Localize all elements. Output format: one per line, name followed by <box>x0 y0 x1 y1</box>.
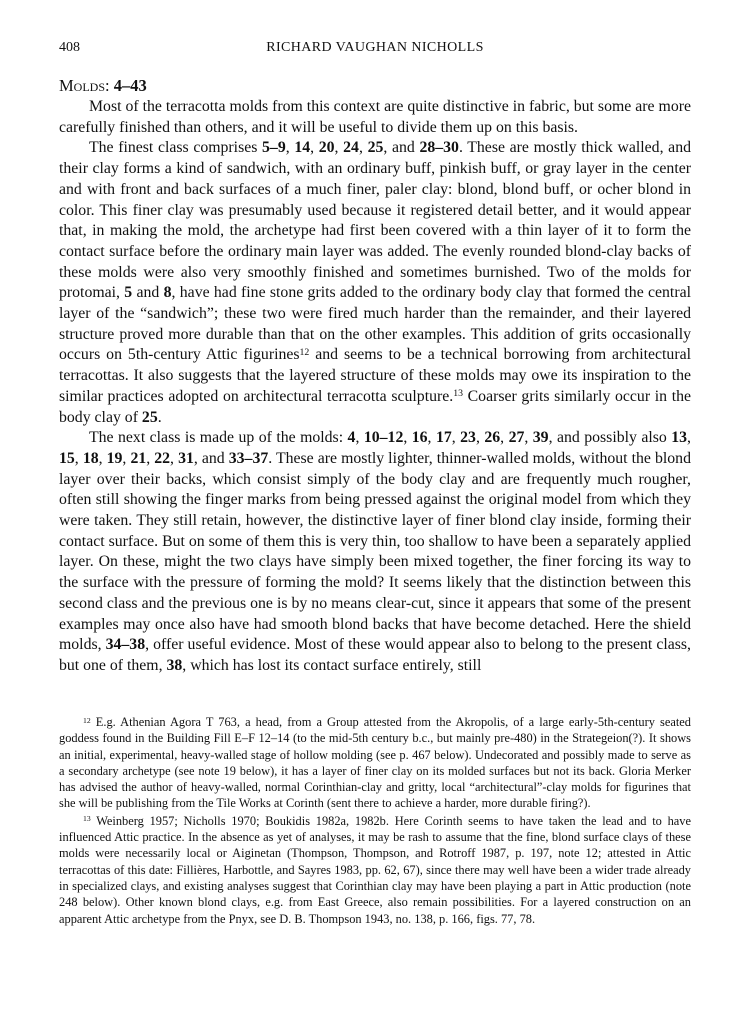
footnote <box>59 813 691 927</box>
text-run: , <box>285 139 295 157</box>
mold-number-ref: 19 <box>106 449 123 467</box>
mold-number-ref: 33–37 <box>228 449 269 467</box>
text-run: , and <box>193 449 229 467</box>
text-run: E.g. Athenian Agora T 763, a head, from a Group attested from the Akropolis, of a large early-5th-century seated goddess found in the Building Fill E–F 12–14 (to the mid-5th century b.c., but mainly pre-480) in the Strategeion(?). It shows an initial, experimental, heavy-walled stage of hollow molding (see p. 467 below). Undecorated and possibly made to serve as a secondary archetype (see note 19 below), it has a layer of finer clay on its molded surfaces but not its back. Gloria Merker has advised the author of heavy-walled, normal Corinthian-clay and gritty, local “architectural”-clay molds for figurines that she will be publishing from the Tile Works at Corinth (sent there to achieve a harder, more durable firing?). <box>59 715 691 811</box>
mold-number-ref: 16 <box>411 429 428 447</box>
text-run: , and <box>383 139 420 157</box>
text-run: , <box>687 429 691 447</box>
text-run: , <box>122 449 131 467</box>
text-run: , <box>500 429 509 447</box>
text-run: . These are mostly lighter, thinner-walled molds, without the blond layer over their backs, which consist simply of the body clay and are frequently much rougher, often still showing the finger marks from being pressed against the original model from which they were taken. They still retain, however, the distinctive layer of finer blond clay inside, forming their contact surface. But on some of them this is very thin, too shallow to have been a separately applied layer. On these, might the two clays have simply been mixed together, the finer forcing its way to the surface with the pressure of forming the mold? It seems likely that the distinction between this second class and the previous one is by no means clear-cut, since it appears that some of the present examples may once also have had smooth blond backs that have become detached. Here the shield molds, <box>59 449 691 654</box>
mold-number-ref: 25 <box>141 408 158 426</box>
text-run: , <box>334 139 344 157</box>
text-run: , <box>427 429 436 447</box>
mold-number-ref: 14 <box>294 139 311 157</box>
text-run: , <box>310 139 319 157</box>
text-run: and <box>132 284 164 302</box>
mold-number-ref: 34–38 <box>105 636 146 654</box>
text-run: , <box>451 429 461 447</box>
mold-number-ref: 8 <box>163 284 172 302</box>
text-run: , <box>74 449 83 467</box>
mold-number-ref: 18 <box>82 449 99 467</box>
mold-number-ref: 26 <box>484 429 501 447</box>
mold-number-ref: 15 <box>59 449 75 467</box>
footnotes <box>59 714 691 927</box>
mold-number-ref: 23 <box>460 429 476 447</box>
text-run: Coarser grits similarly occur in the body clay of <box>59 387 691 426</box>
page <box>59 40 691 677</box>
footnote-marker: 13 <box>453 388 463 400</box>
mold-number-ref: 38 <box>166 656 183 674</box>
running-header <box>59 40 691 62</box>
footnote <box>59 714 691 812</box>
text-run: The finest class comprises <box>89 139 263 157</box>
footnote-marker: 12 <box>299 347 310 359</box>
mold-number-ref: 25 <box>367 139 384 157</box>
mold-number-ref: 24 <box>343 139 359 157</box>
text-run: and seems to be a technical borrowing from architectural terracottas. It also suggests that the layered structure of these molds may owe its inspiration to the similar practices adopted on architectural terracotta sculpture. <box>59 346 691 405</box>
footnote-marker: 13 <box>83 814 91 824</box>
text-run: , <box>170 449 179 467</box>
text-run: , offer useful evidence. Most of these would appear also to belong to the present class, but one of them, <box>59 636 691 674</box>
text-run: , <box>524 429 533 447</box>
footnote-marker: 12 <box>83 715 91 725</box>
mold-number-ref: 20 <box>318 139 335 157</box>
mold-number-ref: 10–12 <box>363 429 404 447</box>
text-run: . <box>157 408 162 426</box>
body-text <box>59 97 691 677</box>
mold-number-ref: 4 <box>347 429 356 447</box>
text-run: , <box>355 429 364 447</box>
paragraph <box>59 138 691 428</box>
mold-number-ref: 39 <box>532 429 549 447</box>
mold-number-ref: 5 <box>124 284 133 302</box>
mold-number-ref: 22 <box>154 449 171 467</box>
text-run: , have had fine stone grits added to the ordinary body clay that formed the central layer of the “sandwich”; these two were fired much harder than the remainder, and their layered structure proved more durable than that on the other examples. This addition of grits occasionally occurs on 5th-century Attic figurines <box>59 284 691 364</box>
paragraph <box>59 428 691 676</box>
text-run: Weinberg 1957; Nicholls 1970; Boukidis 1982a, 1982b. Here Corinth seems to have taken the lead and to have influenced Attic practice. In the absence as yet of analyses, it may be rash to assume that the fine, blond surface clays of these molds were necessarily local or Aiginetan (Thompson, Thompson, and Rotroff 1987, p. 197, note 12; attested in Attic terracottas of this date: Fillières, Harbottle, and Sayres 1983, pp. 62, 67), since there may well have been a wider trade already in specialized clays, and existing analyses suggest that Corinthian clay may have been playing a part in Attic production (note 248 below). Other known blond clays, e.g. from East Greece, also remain possibilities. For a layered construction on an apparent Attic archetype from the Pnyx, see D. B. Thompson 1943, no. 138, p. 166, figs. 77, 78. <box>59 813 691 926</box>
mold-number-ref: 28–30 <box>419 139 459 157</box>
text-run: , <box>403 429 412 447</box>
text-run: , <box>358 139 368 157</box>
running-title: RICHARD VAUGHAN NICHOLLS <box>266 40 484 55</box>
mold-number-ref: 13 <box>671 429 688 447</box>
mold-number-ref: 31 <box>178 449 194 467</box>
text-run: The next class is made up of the molds: <box>89 429 348 447</box>
text-run: , which has lost its contact surface entirely, still <box>182 656 482 674</box>
mold-number-ref: 17 <box>435 429 452 447</box>
mold-number-ref: 27 <box>508 429 525 447</box>
text-run: , <box>98 449 107 467</box>
section-heading <box>59 75 691 97</box>
paragraph <box>59 97 691 138</box>
text-run: , <box>475 429 485 447</box>
text-run: Most of the terracotta molds from this context are quite distinctive in fabric, but some are more carefully finished than others, and it will be useful to divide them up on this basis. <box>59 98 691 136</box>
page-number: 408 <box>59 40 80 55</box>
text-run: , and possibly also <box>548 429 672 447</box>
mold-number-ref: 21 <box>130 449 147 467</box>
section-range: 4–43 <box>113 76 147 95</box>
mold-number-ref: 5–9 <box>262 139 286 157</box>
text-run: . These are mostly thick walled, and their clay forms a kind of sandwich, with an ordinary buff, pinkish buff, or gray layer in the center and with front and back surfaces of a much finer, paler clay: blond, blond buff, or ocher blond in color. This finer clay was presumably used because it registered detail better, and it would appear that, in making the mold, the archetype had first been covered with a thin layer of it to form the contact surface before the ordinary main layer was added. The evenly rounded blond-clay backs of these molds were also very smoothly finished and sometimes burnished. Two of the molds for protomai, <box>59 139 691 302</box>
section-label: Molds: <box>59 76 110 95</box>
text-run: , <box>146 449 155 467</box>
